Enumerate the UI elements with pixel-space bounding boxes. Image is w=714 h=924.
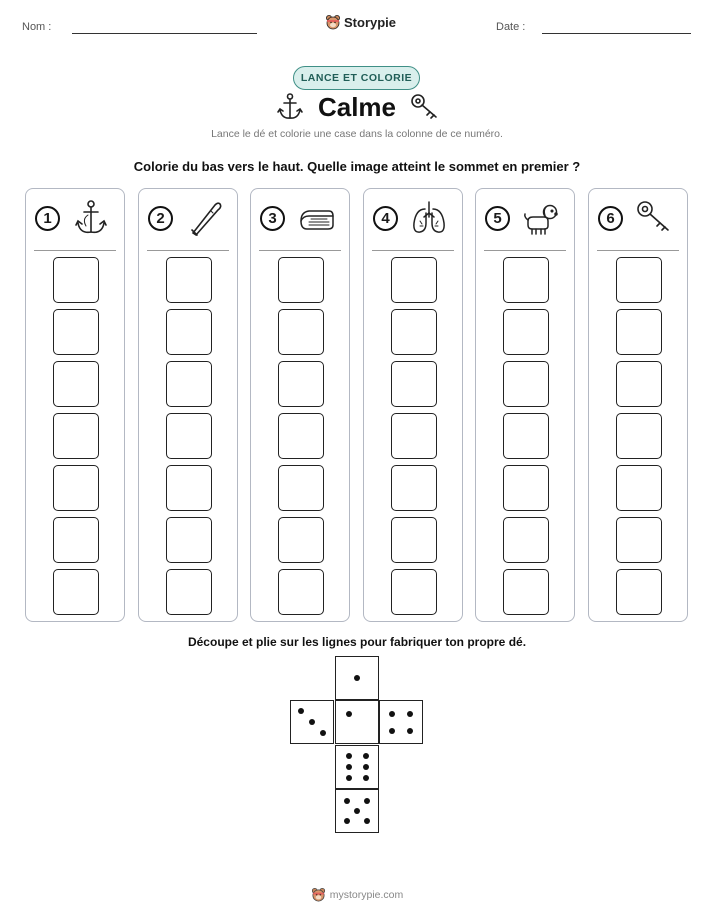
- column-4: [363, 188, 463, 622]
- folded-blanket-icon: [297, 199, 335, 237]
- color-box[interactable]: [278, 361, 324, 407]
- color-box[interactable]: [166, 309, 212, 355]
- column-divider: [259, 250, 341, 251]
- color-box[interactable]: [616, 465, 662, 511]
- footer: [0, 887, 714, 902]
- color-box[interactable]: [166, 361, 212, 407]
- brand-logo: [325, 14, 396, 30]
- color-box[interactable]: [616, 309, 662, 355]
- column-divider: [147, 250, 229, 251]
- footer-url[interactable]: mystorypie.com: [329, 888, 404, 901]
- color-box[interactable]: [616, 361, 662, 407]
- color-box[interactable]: [278, 517, 324, 563]
- color-box[interactable]: [503, 413, 549, 459]
- color-box[interactable]: [503, 309, 549, 355]
- color-box[interactable]: [53, 569, 99, 615]
- color-box[interactable]: [166, 569, 212, 615]
- puppy-icon: [522, 199, 560, 237]
- color-box[interactable]: [53, 257, 99, 303]
- color-box[interactable]: [391, 257, 437, 303]
- dice-face-5: [335, 789, 379, 833]
- dice-face-6: [335, 745, 379, 789]
- column-5: [475, 188, 575, 622]
- date-label: Date :: [496, 21, 526, 33]
- bear-logo-icon: [311, 887, 326, 902]
- dice-face-1: [335, 700, 379, 744]
- color-box[interactable]: [278, 309, 324, 355]
- column-number: 1: [35, 206, 60, 231]
- color-box[interactable]: [53, 465, 99, 511]
- column-divider: [372, 250, 454, 251]
- color-box[interactable]: [616, 413, 662, 459]
- column-divider: [34, 250, 116, 251]
- baseball-bat-icon: [185, 199, 223, 237]
- color-box[interactable]: [503, 361, 549, 407]
- lungs-icon: [410, 199, 448, 237]
- color-box[interactable]: [616, 517, 662, 563]
- activity-badge: LANCE ET COLORIE: [293, 66, 420, 90]
- name-label: Nom :: [22, 21, 52, 33]
- name-line: [72, 33, 257, 34]
- color-box[interactable]: [53, 413, 99, 459]
- color-box[interactable]: [166, 257, 212, 303]
- key-icon: [635, 199, 673, 237]
- column-2: [138, 188, 238, 622]
- color-box[interactable]: [391, 517, 437, 563]
- page-title: Calme: [317, 92, 397, 122]
- key-icon: [410, 93, 440, 121]
- color-box[interactable]: [166, 413, 212, 459]
- column-number: 2: [148, 206, 173, 231]
- dice-face-1: [335, 656, 379, 700]
- color-box[interactable]: [166, 517, 212, 563]
- column-number: 3: [260, 206, 285, 231]
- color-box[interactable]: [616, 257, 662, 303]
- column-number: 6: [598, 206, 623, 231]
- date-line: [542, 33, 691, 34]
- color-box[interactable]: [53, 517, 99, 563]
- color-box[interactable]: [391, 569, 437, 615]
- color-box[interactable]: [278, 465, 324, 511]
- color-box[interactable]: [53, 361, 99, 407]
- color-box[interactable]: [391, 465, 437, 511]
- color-box[interactable]: [278, 413, 324, 459]
- column-divider: [597, 250, 679, 251]
- bear-logo-icon: [325, 14, 341, 30]
- color-box[interactable]: [503, 465, 549, 511]
- brand-name: Storypie: [344, 14, 397, 30]
- color-box[interactable]: [391, 361, 437, 407]
- column-divider: [484, 250, 566, 251]
- dice-face-4: [379, 700, 423, 744]
- anchor-icon: [72, 199, 110, 237]
- color-box[interactable]: [278, 257, 324, 303]
- column-3: [250, 188, 350, 622]
- instruction: Colorie du bas vers le haut. Quelle image atteint le sommet en premier ?: [133, 159, 581, 174]
- color-box[interactable]: [503, 517, 549, 563]
- dice-face-3: [290, 700, 334, 744]
- color-box[interactable]: [616, 569, 662, 615]
- color-box[interactable]: [391, 413, 437, 459]
- color-box[interactable]: [391, 309, 437, 355]
- dice-net: [290, 656, 424, 834]
- subtitle: Lance le dé et colorie une case dans la colonne de ce numéro.: [211, 128, 503, 140]
- color-box[interactable]: [53, 309, 99, 355]
- column-6: [588, 188, 688, 622]
- column-number: 4: [373, 206, 398, 231]
- cut-instruction: Découpe et plie sur les lignes pour fabriquer ton propre dé.: [187, 635, 527, 649]
- color-box[interactable]: [503, 569, 549, 615]
- color-box[interactable]: [166, 465, 212, 511]
- color-box[interactable]: [503, 257, 549, 303]
- color-box[interactable]: [278, 569, 324, 615]
- column-number: 5: [485, 206, 510, 231]
- column-1: [25, 188, 125, 622]
